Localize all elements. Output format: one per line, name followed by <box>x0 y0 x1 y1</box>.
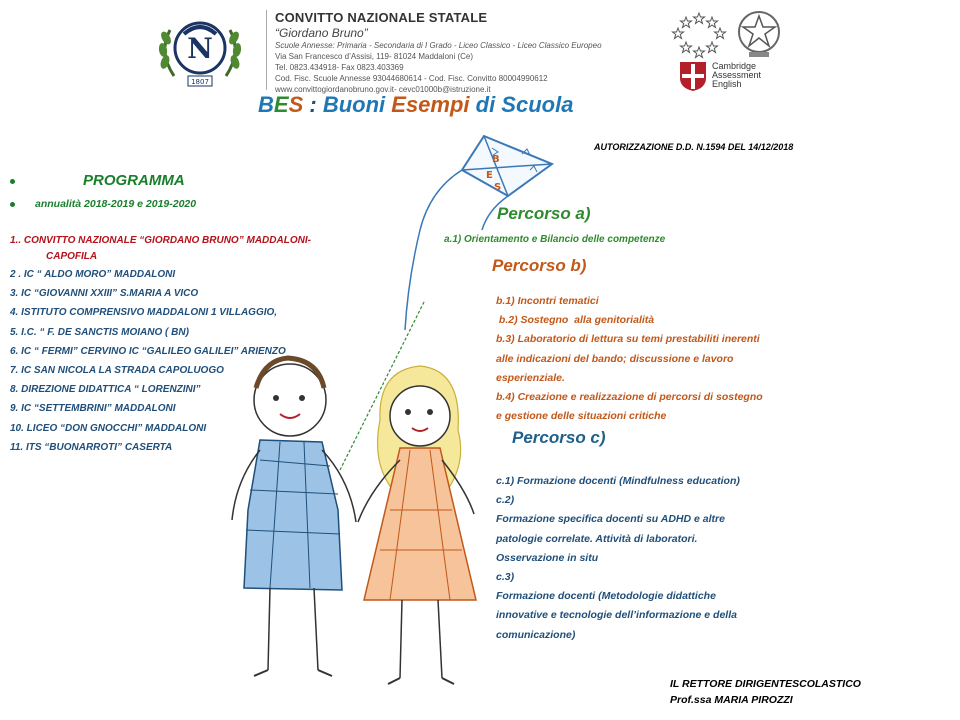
percorso-b-line: e gestione delle situazioni critiche <box>496 410 667 423</box>
signature-name: Prof.ssa MARIA PIROZZI <box>670 694 793 706</box>
percorso-c-heading: Percorso c) <box>512 428 606 447</box>
percorso-b-line: b.2) Sostegno alla genitorialità <box>496 314 655 327</box>
school-item: 9. IC “SETTEMBRINI” MADDALONI <box>10 403 176 415</box>
percorso-a1-item: a.1) Orientamento e Bilancio delle competenze <box>444 234 666 245</box>
percorso-a-heading: Percorso a) <box>497 204 591 223</box>
project-title-part: Esempi <box>391 92 476 117</box>
school-item-continued: CAPOFILA <box>46 251 98 262</box>
percorso-c-line: c.3) <box>496 571 515 584</box>
project-title-part: : <box>303 92 323 117</box>
crest-year: 1807 <box>191 78 209 86</box>
percorso-c-line: Formazione docenti (Metodologie didattiche <box>496 590 716 603</box>
svg-text:S: S <box>494 182 502 193</box>
signature-block <box>670 676 861 708</box>
project-title-part: di Scuola <box>475 92 574 117</box>
percorso-c-line: comunicazione) <box>496 628 576 641</box>
percorso-c-line: innovative e tecnologie dell’informazione e della <box>496 609 737 622</box>
signature-role: IL RETTORE DIRIGENTESCOLASTICO <box>670 678 861 690</box>
percorso-c-list <box>496 472 836 645</box>
percorso-b-line: b.4) Creazione e realizzazione di percorsi di sostegno <box>496 391 763 404</box>
school-item: 8. DIREZIONE DIDATTICA “ LORENZINI” <box>10 384 201 396</box>
school-header <box>275 10 675 95</box>
project-title-part: E <box>273 92 289 117</box>
cambridge-line: English <box>712 79 742 89</box>
eu-stars-logo <box>670 10 728 62</box>
percorso-c-line: c.2) <box>496 494 515 507</box>
percorso-b-line: esperienziale. <box>496 371 565 384</box>
school-item: 5. I.C. “ F. DE SANCTIS MOIANO ( BN) <box>10 326 189 338</box>
partner-schools-list <box>10 234 390 457</box>
percorso-c-line: Formazione specifica docenti su ADHD e altre <box>496 513 725 526</box>
percorso-c-line: Osservazione in situ <box>496 551 599 564</box>
project-title-part: B <box>258 92 274 117</box>
annualita-line <box>10 198 196 210</box>
svg-text:E: E <box>486 170 493 181</box>
school-item: 7. IC SAN NICOLA LA STRADA CAPOLUOGO <box>10 364 224 376</box>
school-item: 4. ISTITUTO COMPRENSIVO MADDALONI 1 VILLAGGIO, <box>10 307 278 319</box>
project-title-part: Buoni <box>322 92 392 117</box>
school-item: 6. IC “ FERMI” CERVINO IC “GALILEO GALILEI” ARIENZO <box>10 345 286 357</box>
annexed-schools: Scuole Annesse: Primaria - Secondaria di I Grado - Liceo Classico - Liceo Classico Europeo <box>275 41 602 50</box>
bullet-dot <box>10 179 15 184</box>
annualita-text: annualità 2018-2019 e 2019-2020 <box>35 198 197 210</box>
header-divider <box>266 10 267 90</box>
school-item: 3. IC “GIOVANNI XXIII” S.MARIA A VICO <box>10 288 199 300</box>
svg-text:B: B <box>492 154 500 165</box>
percorso-b-heading: Percorso b) <box>492 256 587 275</box>
cambridge-line: Cambridge <box>712 61 757 71</box>
programma-heading <box>10 172 185 189</box>
cambridge-assessment-logo <box>678 60 808 92</box>
cambridge-line: Assessment <box>712 70 762 80</box>
school-item: 1.. CONVITTO NAZIONALE “GIORDANO BRUNO” MADDALONI- <box>10 235 311 246</box>
school-item: 2 . IC “ ALDO MORO” MADDALONI <box>10 269 176 280</box>
percorso-b-line: b.1) Incontri tematici <box>496 295 599 307</box>
percorso-c-line: patologie correlate. Attività di laboratori. <box>496 532 698 545</box>
authorization-line: AUTORIZZAZIONE D.D. N.1594 DEL 14/12/2018 <box>594 142 794 152</box>
web-email: www.convittogiordanobruno.gov.it- cevc01000b@istruzione.it <box>275 85 491 94</box>
school-item: 10. LICEO “DON GNOCCHI” MADDALONI <box>10 422 207 434</box>
project-title-part: S <box>288 92 304 117</box>
italian-republic-emblem <box>735 8 783 60</box>
school-phone: Tel. 0823.434918- Fax 0823.403369 <box>275 63 404 72</box>
programma-text: PROGRAMMA <box>83 172 185 189</box>
school-crest-logo <box>150 10 250 92</box>
percorso-c-line: c.1) Formazione docenti (Mindfulness education) <box>496 475 740 487</box>
svg-text:N: N <box>187 32 213 65</box>
school-address: Via San Francesco d’Assisi, 119- 81024 Maddaloni (Ce) <box>275 52 474 61</box>
percorso-b-line: b.3) Laboratorio di lettura su temi prestabiliti inerenti <box>496 333 760 346</box>
percorso-b-list <box>496 292 866 426</box>
bullet-dot <box>10 202 15 207</box>
project-title <box>258 92 573 118</box>
school-name: CONVITTO NAZIONALE STATALE <box>275 10 488 25</box>
school-item: 11. ITS “BUONARROTI” CASERTA <box>10 441 173 453</box>
percorso-b-line: alle indicazioni del bando; discussione e lavoro <box>496 352 734 365</box>
school-subtitle: “Giordano Bruno” <box>275 26 368 40</box>
tax-codes: Cod. Fisc. Scuole Annesse 93044680614 - Cod. Fisc. Convitto 80004990612 <box>275 74 548 83</box>
